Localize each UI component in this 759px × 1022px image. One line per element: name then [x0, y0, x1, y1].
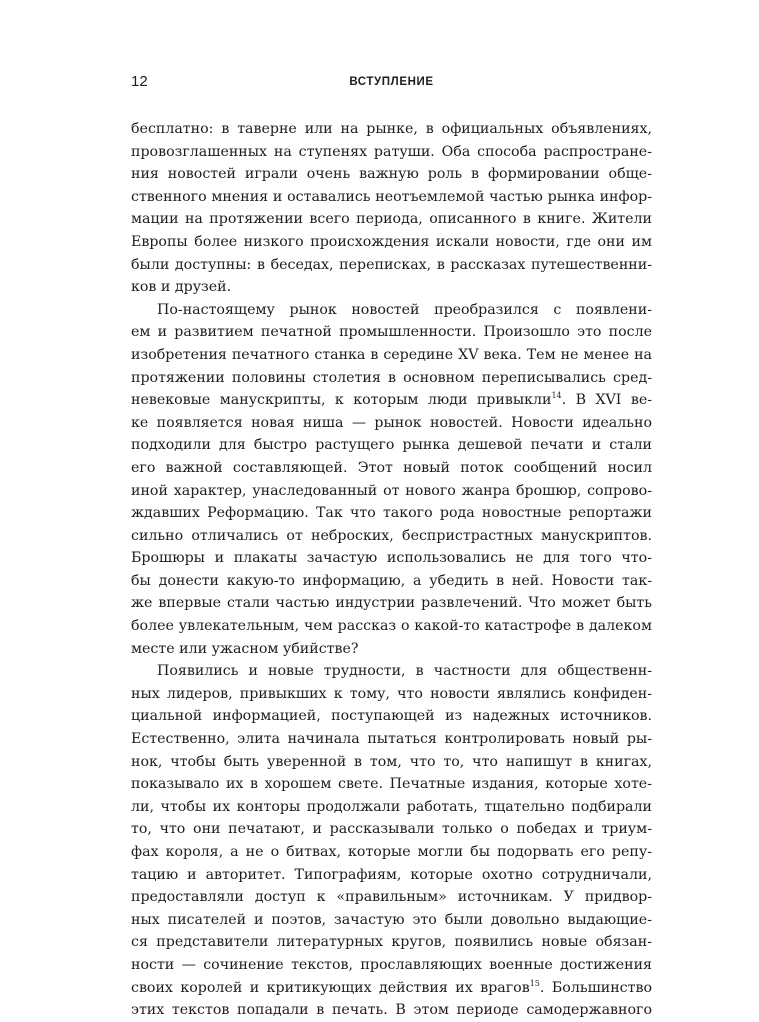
text-line: ся представители литературных кругов, появились новые обязан-: [131, 934, 652, 951]
page-number: 12: [131, 73, 148, 90]
text-line: были доступны: в беседах, переписках, в рассказах путешественни-: [131, 256, 652, 273]
text-line: этих текстов попадали в печать. В этом периоде самодержавного: [131, 1002, 652, 1019]
text-line: тацию и авторитет. Типографиям, которые охотно сотрудничали,: [131, 866, 652, 883]
text-line-part: своих королей и критикующих действия их врагов: [131, 979, 530, 996]
text-line: нок, чтобы быть уверенной в том, что то, что напишут в книгах,: [131, 753, 652, 770]
running-head: ВСТУПЛЕНИЕ: [349, 76, 434, 88]
page-header: [131, 72, 652, 92]
text-line: фах короля, а не о битвах, которые могли бы подорвать его репу-: [131, 844, 652, 860]
body-text: [131, 118, 652, 1022]
text-line: ждавших Реформацию. Так что такого рода новостные репортажи: [131, 505, 652, 522]
text-line: ния новостей играли очень важную роль в формировании обще-: [131, 166, 652, 183]
paragraph: [131, 660, 652, 1022]
text-line: его важной составляющей. Этот новый поток сообщений носил: [131, 459, 652, 476]
text-line: [131, 389, 652, 412]
text-line: ков и друзей.: [131, 279, 232, 296]
text-line: то, что они печатают, и рассказывали только о победах и триум-: [131, 821, 652, 838]
text-line: ем и развитием печатной промышленности. Произошло это после: [131, 324, 652, 341]
text-line: подходили для быстро растущего рынка дешевой печати и стали: [131, 437, 652, 454]
paragraph: [131, 118, 652, 299]
text-line: ке появляется новая ниша — рынок новостей. Новости идеально: [131, 414, 652, 431]
text-line: Брошюры и плакаты зачастую использовались не для того что-: [131, 550, 652, 567]
paragraph: [131, 299, 652, 661]
text-line: месте или ужасном убийстве?: [131, 640, 359, 657]
text-line: же впервые стали частью индустрии развлечений. Что может быть: [131, 595, 652, 612]
text-line: ности — сочинение текстов, прославляющих военные достижения: [131, 956, 652, 973]
text-line: Появились и новые трудности, в частности для общественн-: [157, 663, 652, 680]
text-line: изобретения печатного станка в середине XV века. Тем не менее на: [131, 346, 652, 363]
text-line: бы донести какую-то информацию, а убедить в ней. Новости так-: [131, 572, 652, 589]
text-line: иной характер, унаследованный от нового жанра брошюр, сопрово-: [131, 482, 652, 499]
text-line: провозглашенных на ступенях ратуши. Оба способа распростране-: [131, 143, 652, 160]
text-line: ли, чтобы их конторы продолжали работать, тщательно подбирали: [131, 798, 652, 815]
text-line: мации на протяжении всего периода, описанного в книге. Жители: [131, 211, 652, 228]
text-line: циальной информацией, поступающей из надежных источников.: [131, 708, 652, 725]
text-line: предоставляли доступ к «правильным» источникам. У придвор-: [131, 889, 652, 906]
text-line: Европы более низкого происхождения искали новости, где они им: [131, 233, 652, 250]
text-line: ных лидеров, привыкших к тому, что новости являлись конфиден-: [131, 685, 652, 702]
text-line: бесплатно: в таверне или на рынке, в официальных объявлениях,: [131, 121, 652, 137]
text-line-part: . В XVI ве-: [561, 392, 653, 409]
text-line: показывало их в хорошем свете. Печатные издания, которые хоте-: [131, 776, 652, 793]
text-line: Естественно, элита начинала пытаться контролировать новый ры-: [131, 731, 652, 748]
text-line: более увлекательным, чем рассказ о какой-то катастрофе в далеком: [131, 618, 652, 635]
text-line: По-настоящему рынок новостей преобразился с появлени-: [157, 301, 652, 318]
text-line-part: невековые манускрипты, к которым люди привыкли: [131, 392, 552, 409]
text-line-part: . Большинство: [539, 979, 652, 996]
footnote-ref-15[interactable]: 15: [529, 978, 540, 988]
text-line: ных писателей и поэтов, зачастую это были довольно выдающие-: [131, 911, 652, 928]
footnote-ref-14[interactable]: 14: [551, 391, 562, 401]
text-line: ственного мнения и оставались неотъемлемой частью рынка инфор-: [131, 188, 652, 205]
text-line: [131, 977, 652, 1000]
text-line: протяжении половины столетия в основном переписывались сред-: [131, 369, 652, 386]
text-line: сильно отличались от неброских, беспристрастных манускриптов.: [131, 527, 652, 544]
